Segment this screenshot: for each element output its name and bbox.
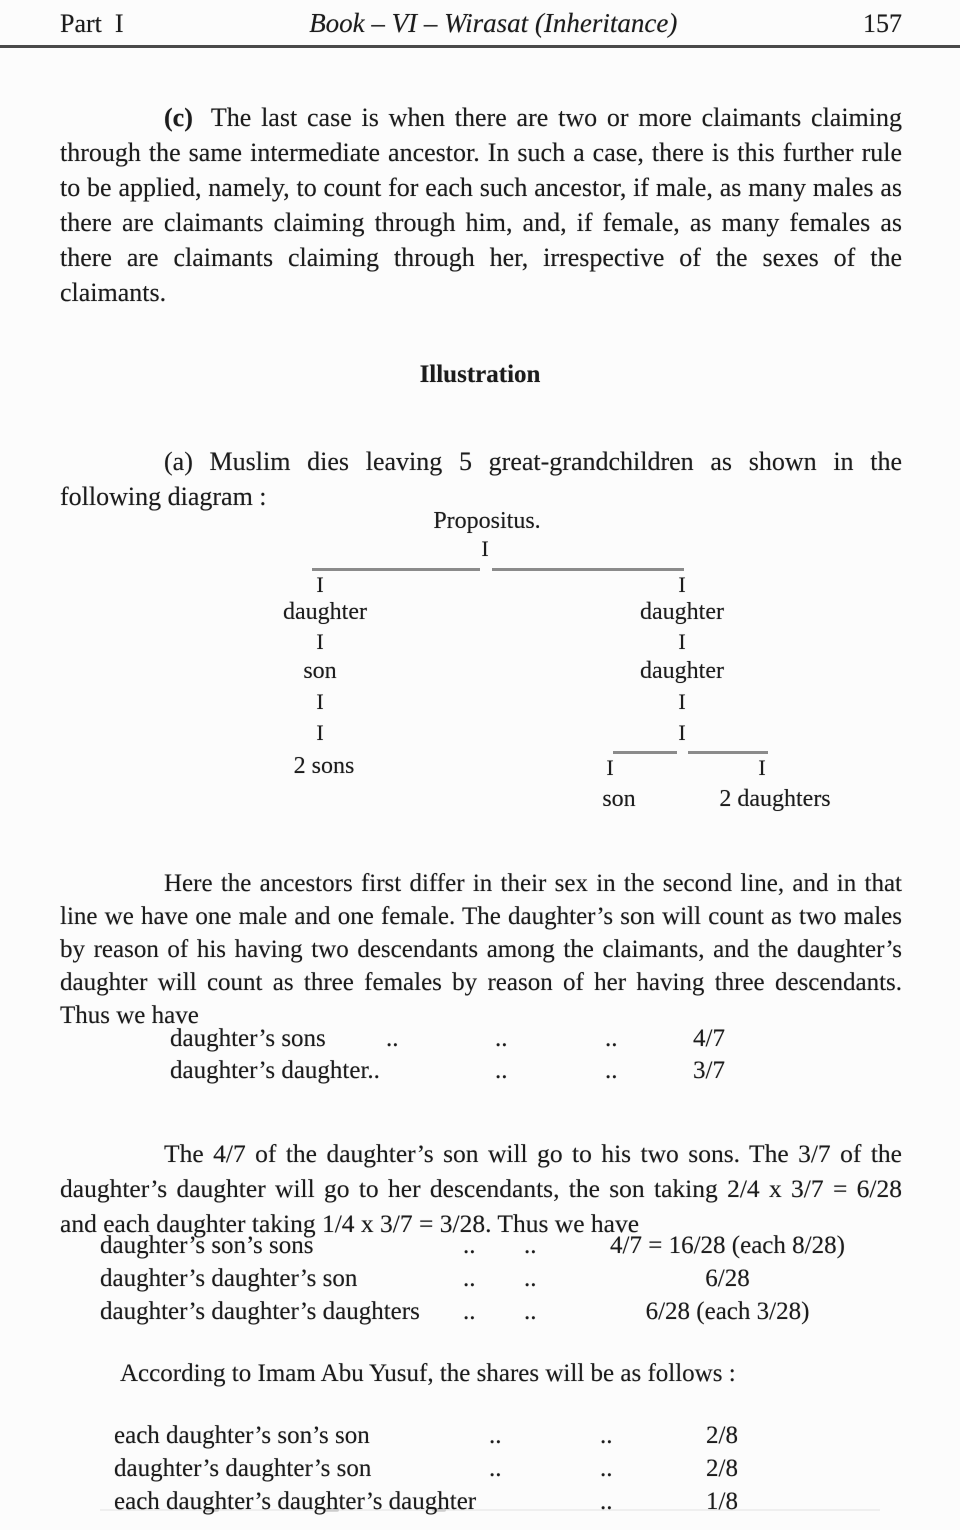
dot-leader: .. bbox=[600, 1422, 613, 1449]
dot-leader: .. bbox=[463, 1232, 476, 1259]
header-rule bbox=[0, 45, 960, 48]
connector-i: I bbox=[678, 720, 686, 745]
connector-i: I bbox=[316, 720, 324, 745]
left-branch-leaf-2-sons: 2 sons bbox=[293, 753, 355, 779]
subtree-line-left bbox=[613, 751, 677, 754]
connector-i: I bbox=[758, 755, 766, 780]
paragraph-c-label: (c) bbox=[164, 103, 193, 132]
paragraph-c-text: The last case is when there are two or more claimants claiming through the same intermediate ancestor. In such a case, there is this further rule to be applied, namely, to count for each such ancestor, if male, as many males as there are claimants claiming through him, and, if female, as many females as there are claimants claiming through her, irrespective of the sexes of the claimants. bbox=[60, 103, 902, 307]
scan-artifact-blob bbox=[205, 1508, 219, 1512]
right-branch-daughter-2: daughter bbox=[640, 658, 724, 684]
connector-i: I bbox=[678, 629, 686, 654]
row-value: 2/8 bbox=[706, 1455, 738, 1482]
dot-leader: .. bbox=[600, 1488, 613, 1515]
left-branch-son: son bbox=[303, 658, 337, 684]
book-title: Book – VI – Wirasat (Inheritance) bbox=[309, 8, 678, 38]
dot-leader: .. bbox=[524, 1232, 537, 1259]
table-shares-detailed bbox=[100, 1232, 880, 1331]
dot-leader: .. bbox=[605, 1025, 618, 1052]
abu-yusuf-note: According to Imam Abu Yusuf, the shares will be as follows : bbox=[120, 1360, 736, 1387]
table-shares-primary bbox=[170, 1025, 790, 1089]
dot-leader: .. bbox=[524, 1298, 537, 1325]
row-label: each daughter’s daughter’s daughter bbox=[114, 1488, 477, 1515]
connector-i: I bbox=[678, 572, 686, 597]
paragraph-a: (a) Muslim dies leaving 5 great-grandchildren as shown in the following diagram : bbox=[60, 447, 902, 511]
row-value: 3/7 bbox=[693, 1057, 725, 1084]
propositus-label: Propositus. bbox=[433, 508, 541, 534]
paragraph-c bbox=[60, 100, 902, 310]
connector-i: I bbox=[316, 572, 324, 597]
row-label: daughter’s daughter’s son bbox=[114, 1455, 372, 1482]
dot-leader: .. bbox=[386, 1025, 399, 1052]
scan-artifact-line bbox=[100, 1509, 880, 1511]
table-row bbox=[114, 1455, 834, 1488]
subtree-line-right bbox=[688, 751, 768, 754]
part-label: Part I bbox=[60, 9, 124, 38]
connector-i: I bbox=[316, 689, 324, 714]
page-number: 157 bbox=[863, 9, 902, 38]
row-label: each daughter’s son’s son bbox=[114, 1422, 370, 1449]
row-label: daughter’s sons bbox=[170, 1025, 326, 1052]
tree-line-right bbox=[492, 568, 684, 571]
right-branch-daughter-1: daughter bbox=[640, 599, 724, 625]
connector-i: I bbox=[606, 755, 614, 780]
table-row bbox=[114, 1422, 834, 1455]
dot-leader: .. bbox=[524, 1265, 537, 1292]
page-header bbox=[60, 8, 902, 39]
connector-i: I bbox=[316, 629, 324, 654]
tree-line-left bbox=[312, 568, 480, 571]
connector-i: I bbox=[678, 689, 686, 714]
dot-leader: .. bbox=[605, 1057, 618, 1084]
row-label: daughter’s daughter’s daughters bbox=[100, 1298, 420, 1325]
row-value: 6/28 bbox=[705, 1265, 750, 1292]
table-row bbox=[100, 1298, 880, 1331]
connector-i: I bbox=[481, 536, 489, 561]
row-label: daughter’s daughter’s son bbox=[100, 1265, 358, 1292]
paragraph-here: Here the ancestors first differ in their sex in the second line, and in that line we have one male and one female. The daughter’s son will count as two males by reason of his having two descendants among the claimants, and the daughter’s daughter will count as three females by reason of her having three descendants. Thus we have bbox=[60, 870, 902, 1029]
scan-artifact-blob bbox=[325, 1508, 339, 1512]
table-row bbox=[170, 1025, 790, 1057]
dot-leader: .. bbox=[495, 1057, 508, 1084]
row-value: 2/8 bbox=[706, 1422, 738, 1449]
paragraph-distribution: The 4/7 of the daughter’s son will go to his two sons. The 3/7 of the daughter’s daughter will go to her descendants, the son taking 2/4 x 3/7 = 6/28 and each daughter taking 1/4 x 3/7 = 3/28. Thus we have bbox=[60, 1138, 902, 1238]
row-value: 4/7 bbox=[693, 1025, 725, 1052]
row-value: 1/8 bbox=[706, 1488, 738, 1515]
table-row bbox=[100, 1265, 880, 1298]
table-row bbox=[114, 1488, 834, 1521]
row-label: daughter’s son’s sons bbox=[100, 1232, 314, 1259]
dot-leader: .. bbox=[463, 1298, 476, 1325]
dot-leader: .. bbox=[463, 1265, 476, 1292]
table-row bbox=[170, 1057, 790, 1089]
scan-artifact-blob bbox=[432, 1508, 446, 1512]
dot-leader: .. bbox=[495, 1025, 508, 1052]
dot-leader: .. bbox=[489, 1422, 502, 1449]
table-shares-abu-yusuf bbox=[114, 1422, 834, 1521]
row-value: 4/7 = 16/28 (each 8/28) bbox=[610, 1232, 845, 1259]
right-branch-leaf-2-daughters: 2 daughters bbox=[719, 786, 831, 812]
row-value: 6/28 (each 3/28) bbox=[645, 1298, 810, 1325]
left-branch-daughter: daughter bbox=[283, 599, 367, 625]
right-branch-leaf-son: son bbox=[602, 786, 636, 812]
illustration-heading: Illustration bbox=[419, 361, 541, 388]
dot-leader: .. bbox=[600, 1455, 613, 1482]
dot-leader: .. bbox=[489, 1455, 502, 1482]
table-row bbox=[100, 1232, 880, 1265]
row-label: daughter’s daughter.. bbox=[170, 1057, 380, 1084]
